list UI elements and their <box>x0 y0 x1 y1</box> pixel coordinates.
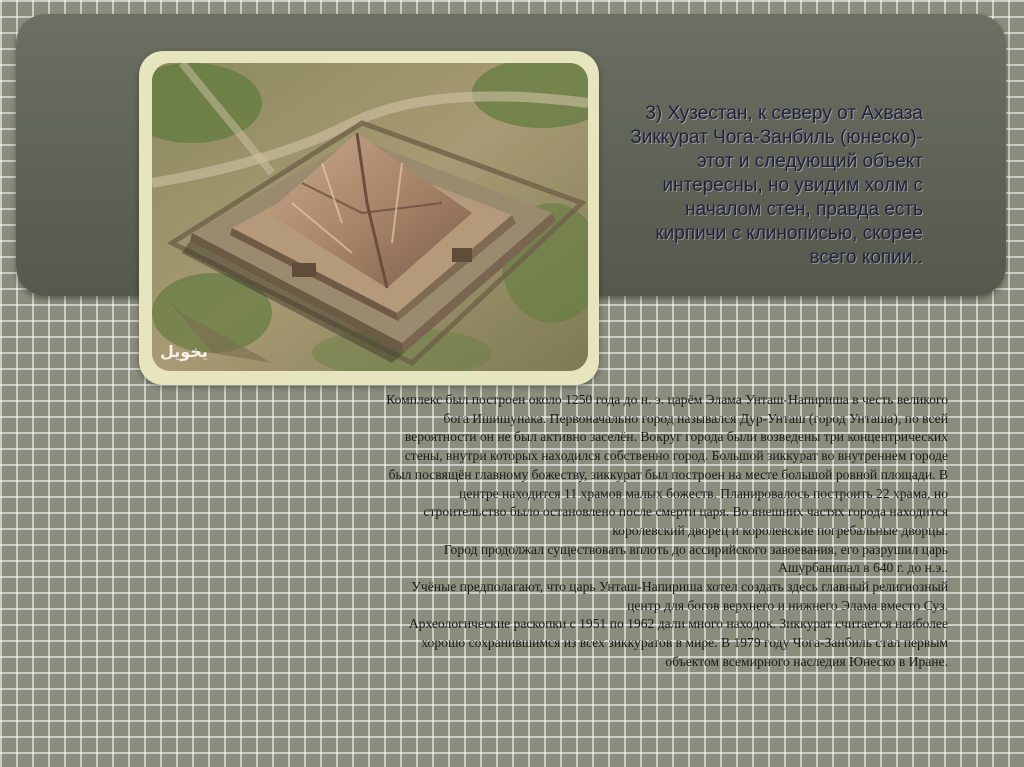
body-line: хорошо сохранившимся из всех зиккуратов в мире. В 1979 году Чога-Занбиль стал первым <box>421 635 948 651</box>
body-line: центр для богов верхнего и нижнего Элама вместо Суз. <box>627 597 948 613</box>
body-line: Ашурбанипал в 640 г. до н.э.. <box>778 560 948 576</box>
body-line: был посвящён главному божеству, зиккурат был построен на месте большой ровной площади. В <box>388 466 948 482</box>
body-line: вероятности он не был активно заселён. Вокруг города были возведены три концентрических <box>404 429 948 445</box>
title-line: 3) Хузестан, к северу от Ахваза <box>645 103 923 124</box>
body-line: центре находится 11 храмов малых божеств. Планировалось построить 22 храма, но <box>459 485 948 501</box>
body-line: Археологические раскопки с 1951 по 1962 дали много находок. Зиккурат считается наиболее <box>408 616 948 632</box>
body-line: бога Ишишунака. Первоначально город назывался Дур-Унташ (город Унташа), по всей <box>443 410 948 426</box>
body-line: королевский дворец и королевские погребальные дворцы. <box>612 522 948 538</box>
title-line: Зиккурат Чога-Занбиль (юнеско)- <box>630 127 923 148</box>
slide-title <box>600 102 923 270</box>
body-text <box>250 391 948 672</box>
title-line: этот и следующий объект <box>697 151 923 172</box>
body-line: Комплекс был построен около 1250 года до н. э. царём Элама Унташ-Напириша в честь великого <box>386 392 948 407</box>
title-line: началом стен, правда есть <box>685 199 923 220</box>
ziggurat-aerial-photo <box>152 63 588 371</box>
body-line: Город продолжал существовать вплоть до ассирийского завоевания, его разрушил царь <box>443 541 948 557</box>
title-line: интересны, но увидим холм с <box>662 175 923 196</box>
photo-signature: ﻳﺨﻮﻳﻞ <box>160 342 208 361</box>
title-line: кирпичи с клинописью, скорее <box>655 223 923 244</box>
body-line: объектом всемирного наследия Юнеско в Иране. <box>665 653 948 669</box>
body-line: строительство было остановлено после смерти царя. Во внешних частях города находится <box>423 504 948 520</box>
body-line: Учёные предполагают, что царь Унташ-Напириша хотел создать здесь главный религиозный <box>411 579 948 595</box>
title-line: всего копии.. <box>809 247 923 268</box>
body-line: стены, внутри которых находился собственно город. Большой зиккурат во внутреннем городе <box>404 448 948 464</box>
